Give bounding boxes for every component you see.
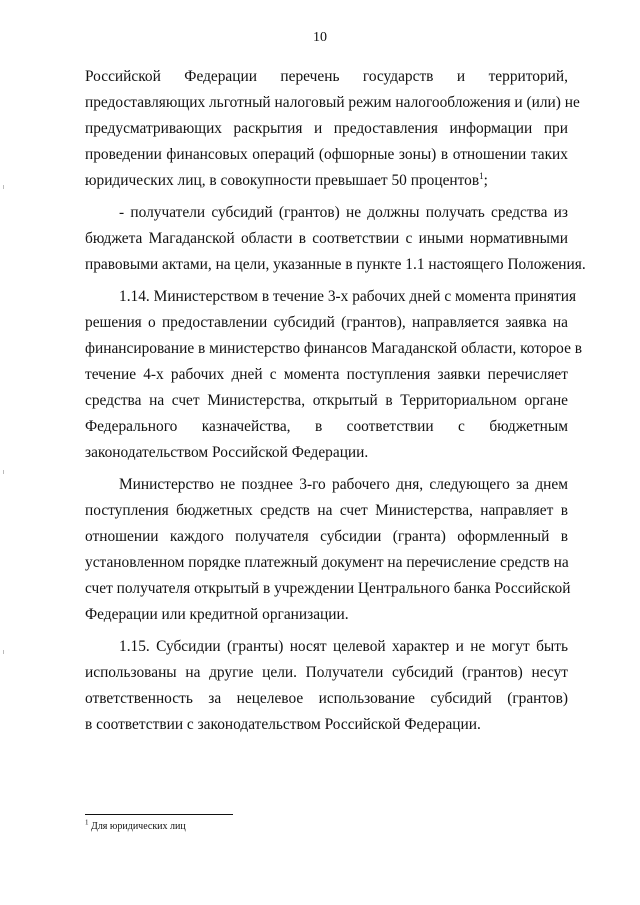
text-line: 1.15. Субсидии (гранты) носят целевой характер и не могут быть [119,638,568,655]
text-line: 1.14. Министерством в течение 3-х рабочих дней с момента принятия [119,288,577,305]
text-line: предоставляющих льготный налоговый режим налогообложения и (или) не [85,94,580,111]
text-line: отношении каждого получателя субсидии (гранта) оформленный в [85,528,568,545]
text-line: течение 4-х рабочих дней с момента поступления заявки перечисляет [85,366,568,383]
text-fragment: ; [483,172,488,189]
text-line: установленном порядке платежный документ на перечисление средств на [85,554,569,571]
paragraph-offshore-continuation [85,64,580,194]
text-line: законодательством Российской Федерации. [85,444,369,461]
text-line: поступления бюджетных средств на счет Министерства, направляет в [85,502,568,519]
text-line: использованы на другие цели. Получатели субсидий (грантов) несут [85,664,568,681]
text-fragment: юридических лиц, в совокупности превышает 50 процентов [85,172,480,189]
text-line: правовыми актами, на цели, указанные в пункте 1.1 настоящего Положения. [85,256,586,273]
document-body [85,64,586,738]
text-line: бюджета Магаданской области в соответствии с иными нормативными [85,230,568,247]
text-line: средства на счет Министерства, открытый в Территориальном органе [85,392,568,409]
text-line: ответственность за нецелевое использование субсидий (грантов) [85,690,568,707]
text-line: Российской Федерации перечень государств и территорий, [85,68,568,85]
text-line: проведении финансовых операций (офшорные зоны) в отношении таких [85,146,568,163]
text-line [85,168,568,194]
text-line: предусматривающих раскрытия и предоставления информации при [85,120,568,137]
paragraph-1-14 [85,284,583,466]
scan-margin-mark [3,185,4,189]
text-line: в соответствии с законодательством Российской Федерации. [85,716,481,733]
footnote-marker: 1 [85,818,89,827]
text-line: Министерство не позднее 3-го рабочего дня, следующего за днем [119,476,568,493]
text-line: финансирование в министерство финансов Магаданской области, которое в [85,340,583,357]
page-number: 10 [313,30,327,45]
text-line: Федерации или кредитной организации. [85,606,349,623]
text-line: счет получателя открытый в учреждении Центрального банка Российской [85,580,571,597]
scan-margin-mark [3,470,4,474]
footnote-text: Для юридических лиц [88,821,186,832]
footnote-divider [85,814,233,815]
text-line: - получатели субсидий (грантов) не должны получать средства из [119,204,568,221]
paragraph-recipients-bullet [85,200,586,278]
text-line: Федерального казначейства, в соответствии с бюджетным [85,418,568,435]
footnote [85,820,186,834]
scan-margin-mark [3,650,4,654]
footnote-reference: 1 [479,170,484,181]
paragraph-ministry-transfer [85,472,571,628]
paragraph-1-15 [85,634,568,738]
text-line: решения о предоставлении субсидий (грантов), направляется заявка на [85,314,568,331]
